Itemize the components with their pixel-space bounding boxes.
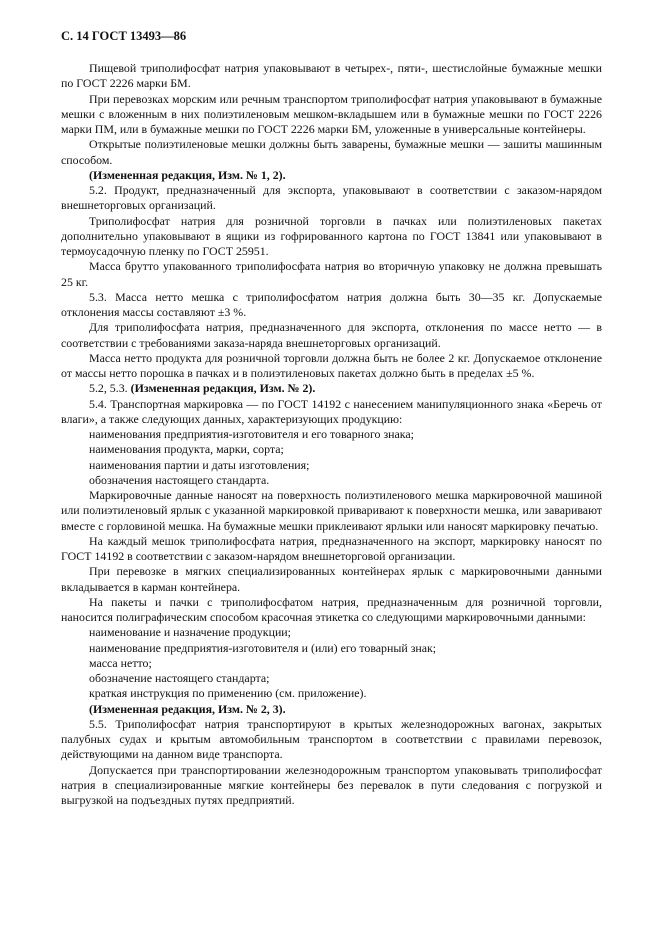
list-item: наименования продукта, марки, сорта; — [89, 442, 284, 457]
paragraph: Допускается при транспортировании железнодорожным транспортом упаковывать триполифосфат натрия в специализированные мягкие контейнеры без перевалок в пути следования с погрузкой и выгрузкой на подъездных путях предприятий. — [61, 762, 602, 807]
paragraph: 5.5. Триполифосфат натрия транспортируют в крытых железнодорожных вагонах, закрытых палубных судах и крытым автомобильным транспортом в соответствии с правилами перевозок, действующими на данном виде транспорта. — [61, 716, 602, 762]
list-item: обозначение настоящего стандарта; — [89, 671, 270, 685]
paragraph: Масса брутто упакованного триполифосфата натрия во вторичную упаковку не должна превышать 25 кг. — [61, 259, 602, 289]
list-item: наименование и назначение продукции; — [89, 625, 291, 640]
page-header: С. 14 ГОСТ 13493—86 — [61, 29, 187, 43]
list-item: наименования партии и даты изготовления; — [89, 457, 310, 472]
list-item: наименования предприятия-изготовителя и его товарного знака; — [89, 427, 414, 441]
paragraph: Для триполифосфата натрия, предназначенного для экспорта, отклонения по массе нетто — в соответствии с требованиями заказа-наряда внешнеторговых организаций. — [61, 320, 602, 350]
paragraph: При перевозках морским или речным транспортом триполифосфат натрия упаковывают в бумажные мешки с вложенным в них полиэтиленовым мешком-вкладышем или в бумажные мешки по ГОСТ 2226 марки ПМ, или в бумажные мешки по ГОСТ 2226 марки БМ, уложенные в универсальные контейнеры. — [61, 91, 602, 136]
item-list — [61, 427, 602, 488]
list-item: обозначения настоящего стандарта. — [89, 472, 270, 487]
amendment-note: (Измененная редакция, Изм. № 2, 3). — [89, 701, 286, 716]
paragraph: Открытые полиэтиленовые мешки должны быть заварены, бумажные мешки — зашиты машинным способом. — [61, 137, 602, 167]
paragraph: 5.3. Масса нетто мешка с триполифосфатом натрия должна быть 30—35 кг. Допускаемые отклонения массы составляют ±3 %. — [61, 289, 602, 319]
amendment-paragraph — [61, 381, 602, 396]
paragraph: 5.2. Продукт, предназначенный для экспорта, упаковывают в соответствии с заказом-нарядом внешнеторговых организаций. — [61, 183, 602, 213]
list-item: масса нетто; — [89, 655, 152, 670]
paragraph: Маркировочные данные наносят на поверхность полиэтиленового мешка маркировочной машиной или полиэтиленовый ярлык с указанной маркировкой приваривают к поверхности мешка, или заваривают вместе с горловиной мешка. На бумажные мешки приклеивают ярлыки или наносят маркировку печатью. — [61, 488, 602, 533]
paragraph: Масса нетто продукта для розничной торговли должна быть не более 2 кг. Допускаемое отклонение от массы нетто порошка в пачках и в полиэтиленовых пакетах должно быть в пределах ±5 %. — [61, 350, 602, 380]
paragraph: Триполифосфат натрия для розничной торговли в пачках или полиэтиленовых пакетах дополнительно упаковывают в ящики из гофрированного картона по ГОСТ 13841 или упаковывают в термоусадочную пленку по ГОСТ 25951. — [61, 213, 602, 258]
list-item: краткая инструкция по применению (см. приложение). — [89, 686, 367, 701]
paragraph: На каждый мешок триполифосфата натрия, предназначенного на экспорт, маркировку наносят по ГОСТ 14192 в соответствии с заказом-нарядом внешнеторговой организации. — [61, 533, 602, 563]
paragraph: При перевозке в мягких специализированных контейнерах ярлык с маркировочными данными вкладывается в карман контейнера. — [61, 564, 602, 594]
document-body — [61, 61, 602, 808]
amendment-note: (Измененная редакция, Изм. № 2). — [130, 381, 316, 396]
list-item: наименование предприятия-изготовителя и (или) его товарный знак; — [89, 640, 437, 655]
paragraph: 5.4. Транспортная маркировка — по ГОСТ 14192 с нанесением манипуляционного знака «Беречь от влаги», а также следующих данных, характеризующих продукцию: — [61, 396, 602, 426]
paragraph: Пищевой триполифосфат натрия упаковывают в четырех-, пяти-, шестислойные бумажные мешки по ГОСТ 2226 марки БМ. — [61, 61, 602, 91]
clause-ref: 5.2, 5.3. — [89, 381, 131, 396]
item-list — [61, 625, 602, 701]
paragraph: На пакеты и пачки с триполифосфатом натрия, предназначенным для розничной торговли, наносится полиграфическим способом красочная этикетка со следующими маркировочными данными: — [61, 594, 602, 624]
amendment-note: (Измененная редакция, Изм. № 1, 2). — [89, 167, 286, 182]
